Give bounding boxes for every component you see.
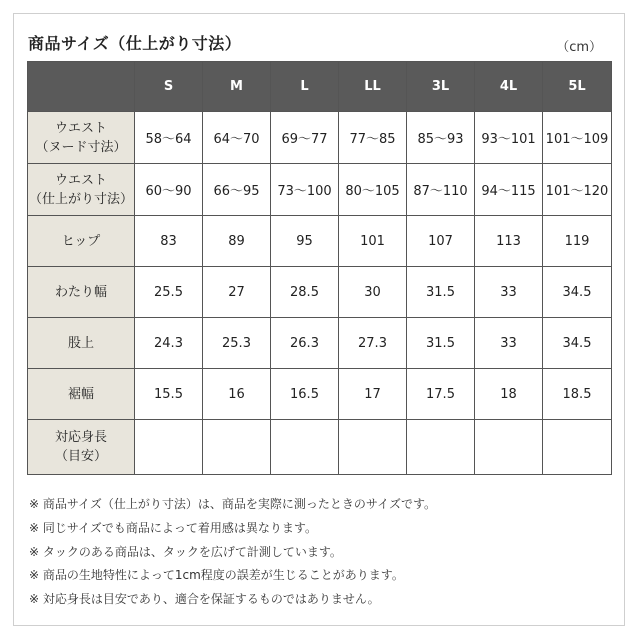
table-cell: 18.5 [543,369,612,420]
row-label-main: 股上 [67,335,94,351]
table-cell: 17 [339,369,407,420]
table-cell: 26.3 [271,318,339,369]
row-label-main: 裾幅 [67,386,94,402]
table-cell [135,420,203,475]
table-cell: 33 [475,318,543,369]
size-header-5l: 5L [543,62,612,112]
table-cell: 17.5 [407,369,475,420]
table-cell: 66～95 [203,164,271,216]
table-cell [475,420,543,475]
row-label-sub: （ヌード寸法） [35,139,127,155]
header-corner-cell [28,62,135,112]
note-line: ※ 商品の生地特性によって1cm程度の誤差が生じることがあります。 [29,568,404,583]
row-label-main: わたり幅 [54,284,107,300]
note-line: ※ 商品サイズ（仕上がり寸法）は、商品を実際に測ったときのサイズです。 [29,497,436,511]
size-header-3l: 3L [407,62,475,112]
row-label [28,164,135,216]
row-label [28,112,135,164]
table-cell: 87～110 [407,164,475,216]
row-label [28,318,135,369]
table-cell: 93～101 [475,112,543,164]
table-cell [543,420,612,475]
table-cell: 119 [543,216,612,267]
unit-label: （cm） [556,40,602,55]
notes-section [29,493,436,612]
table-cell: 25.3 [203,318,271,369]
row-label-main: ウエスト [54,120,107,136]
table-cell: 16 [203,369,271,420]
table-cell: 25.5 [135,267,203,318]
table-cell: 34.5 [543,267,612,318]
table-cell: 30 [339,267,407,318]
table-cell: 60～90 [135,164,203,216]
size-header-4l: 4L [475,62,543,112]
table-cell: 28.5 [271,267,339,318]
table-cell: 24.3 [135,318,203,369]
table-cell: 58～64 [135,112,203,164]
row-label [28,267,135,318]
table-cell: 69～77 [271,112,339,164]
table-cell [339,420,407,475]
row-waist-finished [28,164,612,216]
table-cell: 83 [135,216,203,267]
size-header-ll: LL [339,62,407,112]
row-hip [28,216,612,267]
table-cell: 15.5 [135,369,203,420]
size-header-m: M [203,62,271,112]
row-label [28,369,135,420]
table-cell: 34.5 [543,318,612,369]
row-rise [28,318,612,369]
row-label-main: 対応身長 [54,430,107,445]
table-cell: 77～85 [339,112,407,164]
table-cell: 101～120 [543,164,612,216]
chart-title: 商品サイズ（仕上がり寸法） [28,34,242,53]
row-waist-nude [28,112,612,164]
row-label-sub: （目安） [54,449,107,464]
table-cell: 18 [475,369,543,420]
table-cell [271,420,339,475]
table-cell: 89 [203,216,271,267]
row-label-main: ヒップ [61,233,101,249]
table-cell: 80～105 [339,164,407,216]
table-cell: 113 [475,216,543,267]
row-thigh-width [28,267,612,318]
row-label-sub: （仕上がり寸法） [28,191,133,207]
size-header-row [28,62,612,112]
table-cell: 31.5 [407,318,475,369]
table-cell: 64～70 [203,112,271,164]
table-cell: 73～100 [271,164,339,216]
table-cell: 101～109 [543,112,612,164]
size-header-s: S [135,62,203,112]
table-cell: 95 [271,216,339,267]
note-line: ※ タックのある商品は、タックを広げて計測しています。 [29,544,342,559]
row-label [28,216,135,267]
note-line: ※ 同じサイズでも商品によって着用感は異なります。 [29,520,317,535]
row-hem-width [28,369,612,420]
row-label-main: ウエスト [54,172,107,188]
table-cell: 31.5 [407,267,475,318]
table-cell: 16.5 [271,369,339,420]
table-cell: 85～93 [407,112,475,164]
table-cell: 94～115 [475,164,543,216]
row-label [28,420,135,475]
table-cell: 107 [407,216,475,267]
size-header-l: L [271,62,339,112]
note-line: ※ 対応身長は目安であり、適合を保証するものではありません。 [29,592,380,607]
table-cell: 27 [203,267,271,318]
table-cell: 33 [475,267,543,318]
size-table [27,61,612,475]
table-cell [407,420,475,475]
table-cell: 101 [339,216,407,267]
table-cell [203,420,271,475]
table-cell: 27.3 [339,318,407,369]
row-height-guide [28,420,612,475]
